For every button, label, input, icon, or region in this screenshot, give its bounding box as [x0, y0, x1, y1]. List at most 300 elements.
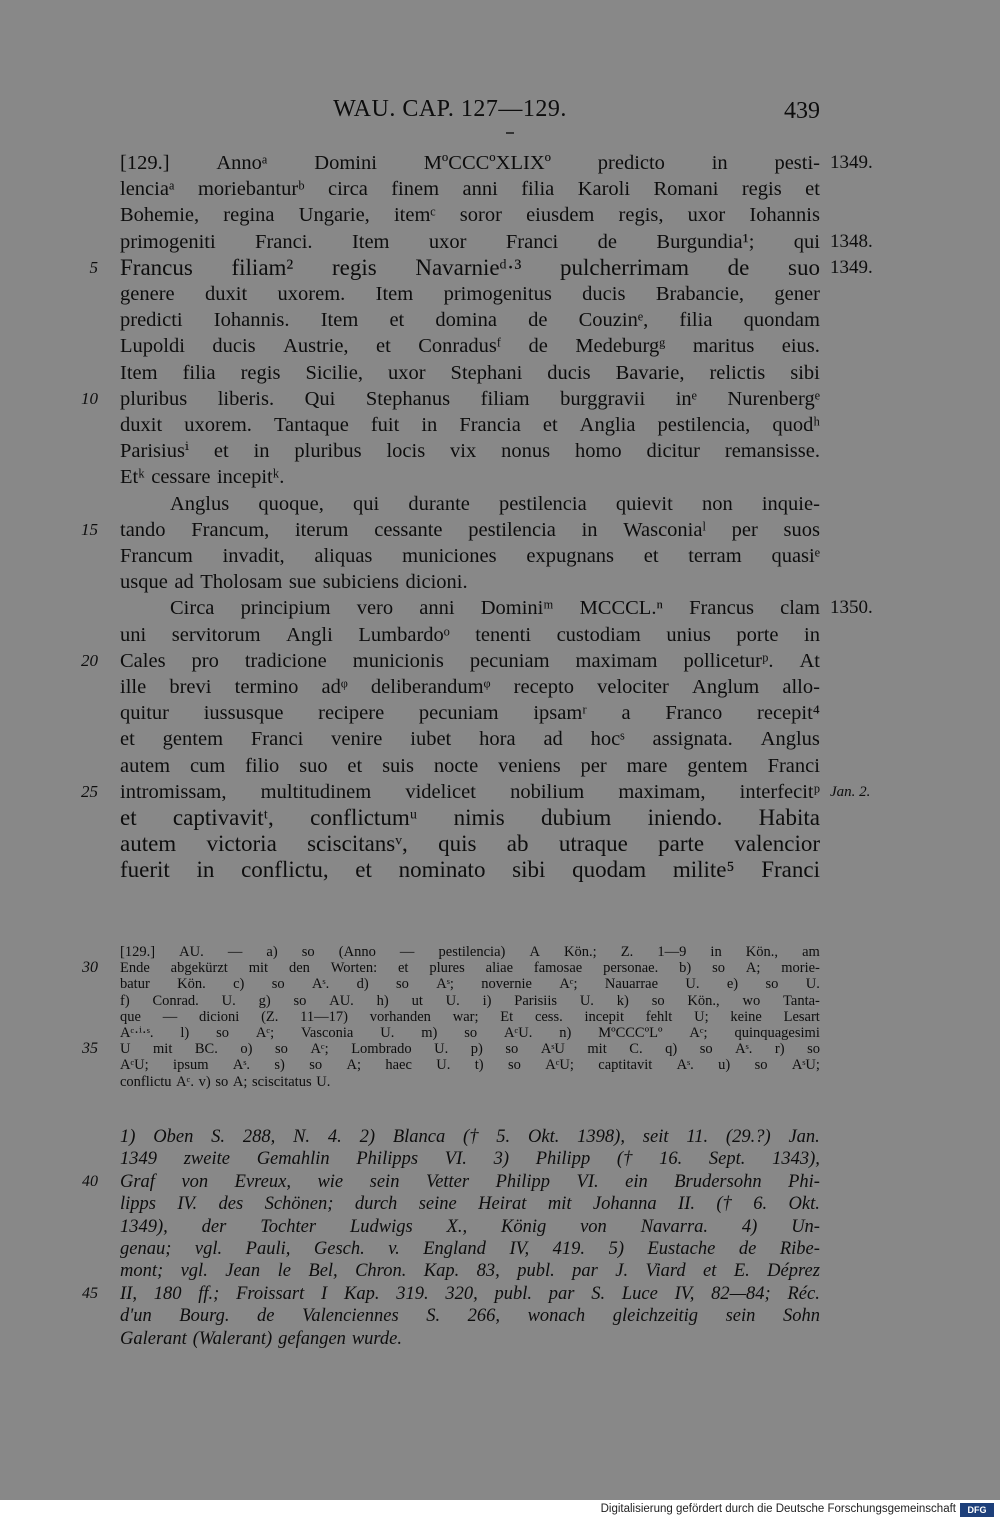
word: regis	[331, 254, 377, 280]
word: interfecitᵖ	[739, 780, 820, 803]
text-line	[120, 700, 820, 726]
word: uxorem.	[184, 414, 252, 436]
word: morie-	[781, 960, 820, 977]
word: l)	[180, 1025, 190, 1041]
word: 4)	[741, 1216, 758, 1237]
word: vgl.	[180, 1261, 208, 1282]
word: et	[347, 754, 363, 777]
footnote-line	[120, 1260, 820, 1282]
word: q)	[665, 1041, 678, 1058]
word: A	[529, 944, 540, 960]
word: mit	[248, 960, 269, 977]
word: in	[196, 857, 215, 883]
word: U.	[434, 1041, 449, 1058]
word: Dominiᵐ	[480, 597, 554, 620]
word: (†	[716, 1194, 732, 1215]
word: Stephanus	[365, 387, 451, 410]
text-line	[120, 726, 820, 752]
word: Ludwigs	[349, 1216, 413, 1237]
word: so	[712, 960, 725, 977]
word: a)	[266, 944, 278, 960]
word: Brudersohn	[674, 1171, 762, 1192]
word: par	[548, 1283, 575, 1304]
text-line	[170, 491, 820, 517]
word: deliberandumᵠ	[370, 676, 491, 698]
word: captivavitᵗ,	[172, 805, 274, 830]
word: mare	[626, 754, 668, 777]
line-number: 30	[82, 959, 98, 977]
word: Nurenbergᵉ	[727, 387, 820, 410]
word: et	[805, 178, 820, 201]
word: Cales	[120, 649, 166, 672]
word: sibi	[512, 857, 546, 883]
word: ab	[506, 831, 529, 857]
word: Annoᵃ	[216, 152, 268, 174]
word: Franci.	[255, 230, 313, 253]
word: Vetter	[425, 1171, 470, 1192]
text-line	[120, 438, 820, 464]
word: so	[216, 1025, 230, 1041]
word: Oben	[153, 1127, 194, 1147]
word: et	[643, 545, 659, 567]
word: Anglus	[760, 728, 820, 751]
word: Brabancie,	[655, 283, 745, 305]
word: ipsamʳ	[533, 702, 587, 725]
word: AU.	[179, 944, 204, 960]
word: der	[201, 1216, 227, 1237]
word: d)	[356, 976, 369, 993]
word: II,	[120, 1283, 137, 1304]
word: Domini	[314, 152, 377, 174]
word: U;	[694, 1008, 709, 1025]
word: U.	[316, 1073, 331, 1090]
word: expugnans	[526, 545, 615, 567]
word: S.	[211, 1127, 226, 1147]
word: tradicione	[244, 649, 327, 672]
word: soror	[459, 204, 502, 227]
word: remansisse.	[724, 440, 820, 463]
word: haec	[385, 1057, 412, 1074]
word: uxor	[428, 230, 467, 253]
word: U	[120, 1041, 131, 1058]
word: uxor	[387, 361, 426, 384]
word: AˢU;	[791, 1057, 820, 1074]
word: pecuniam	[469, 649, 550, 672]
word: Et	[500, 1008, 514, 1025]
word: i)	[482, 992, 492, 1009]
word: lenciaᵃ	[120, 178, 175, 201]
word: nobilium	[510, 780, 585, 803]
word: Item	[120, 361, 158, 384]
word: filia	[182, 361, 216, 384]
word: Aˢ.	[232, 1057, 251, 1074]
word: in	[711, 152, 728, 174]
word: nocte	[433, 754, 479, 777]
word: regis,	[618, 204, 664, 227]
word: g)	[258, 992, 271, 1009]
page-header	[0, 96, 1000, 126]
word: per	[580, 754, 607, 777]
word: 419.	[552, 1239, 586, 1259]
word: 320,	[445, 1283, 478, 1304]
word: Sicilie,	[305, 361, 363, 384]
word: famosae	[533, 960, 583, 977]
word: finem	[391, 178, 440, 201]
word: filiam²	[231, 254, 294, 280]
word: Circa	[170, 597, 215, 620]
word: Stephani	[450, 361, 523, 384]
word: primogenitus	[443, 283, 552, 305]
word: seine	[418, 1194, 457, 1215]
word: polliceturᵖ.	[683, 649, 774, 672]
word: uni	[120, 623, 147, 646]
text-line	[120, 307, 820, 333]
text-line	[120, 569, 820, 595]
word: adᵠ	[321, 676, 348, 698]
word: publ.	[494, 1283, 533, 1304]
word: assignata.	[652, 728, 733, 751]
word: Francia	[459, 414, 521, 436]
word: (Anno	[338, 944, 376, 960]
word: U.	[445, 992, 460, 1009]
word: filiam	[480, 387, 530, 410]
text-line	[170, 595, 820, 621]
word: iubet	[410, 728, 452, 751]
word: Iohannis	[749, 204, 820, 227]
word: sue	[288, 571, 317, 594]
word: Item	[320, 309, 359, 332]
word: Aˢ.	[676, 1057, 694, 1074]
word: incepit	[584, 1008, 624, 1025]
word: 1—9	[657, 944, 687, 960]
word: cum	[189, 754, 226, 777]
word: suo	[788, 254, 820, 280]
word: Austrie,	[283, 335, 349, 358]
word: iterum	[294, 518, 349, 541]
word: am	[802, 944, 820, 960]
word: fehlt	[645, 1008, 673, 1025]
text-line	[120, 517, 820, 543]
word: f)	[120, 992, 130, 1009]
word: A;	[745, 960, 761, 977]
footnote-line	[120, 1216, 820, 1238]
word: pulcherrimam	[560, 254, 690, 280]
word: personae.	[603, 960, 659, 977]
digitization-footer	[0, 1500, 1000, 1521]
word: mit	[587, 1041, 607, 1058]
word: sibi	[790, 361, 820, 384]
word: gentem	[687, 754, 748, 777]
line-number: 20	[81, 650, 98, 670]
word: suis	[382, 754, 414, 777]
word: captitavit	[598, 1057, 653, 1074]
word: municionis	[352, 649, 444, 672]
word: E.	[733, 1261, 750, 1282]
word: Gesch.	[313, 1239, 365, 1259]
word: wo	[742, 992, 761, 1009]
word: liberis.	[217, 387, 275, 410]
word: Conradusᶠ	[418, 335, 502, 358]
word: hora	[479, 728, 516, 751]
word: so	[765, 976, 779, 993]
word: regis	[240, 361, 281, 384]
word: so	[271, 976, 285, 993]
word: vgl.	[194, 1239, 223, 1259]
word: Aᶜ;	[310, 1041, 329, 1058]
word: so	[309, 1057, 323, 1074]
word: hocˢ	[590, 728, 625, 751]
word: IV.	[177, 1194, 198, 1215]
word: 1398),	[577, 1127, 625, 1147]
word: so	[396, 976, 409, 993]
word: ut	[411, 992, 423, 1009]
word: Bavarie,	[615, 361, 685, 384]
word: de	[257, 1306, 275, 1327]
word: Kön.	[177, 976, 206, 993]
word: autem	[120, 831, 177, 857]
word: r)	[774, 1041, 785, 1058]
word: von	[181, 1171, 209, 1192]
word: 11.	[686, 1127, 709, 1147]
word: Franco	[665, 702, 723, 725]
word: Graf	[120, 1171, 155, 1192]
word: maximam	[575, 649, 658, 672]
word: Navarra.	[640, 1216, 709, 1237]
word: h)	[376, 992, 389, 1009]
word: [129.]	[120, 944, 156, 960]
word: England	[423, 1239, 486, 1259]
text-line	[120, 229, 820, 255]
word: Parisiusⁱ	[120, 440, 190, 463]
word: et	[120, 805, 137, 830]
word: 82—84;	[711, 1283, 771, 1304]
word: (Walerant)	[192, 1328, 273, 1349]
word: duxit	[120, 414, 163, 436]
word: batur	[120, 976, 150, 993]
word: At	[799, 649, 820, 672]
word: 5.	[496, 1127, 511, 1147]
word: 11—17)	[300, 1008, 348, 1025]
word: Franci	[767, 754, 820, 777]
word: König	[500, 1216, 547, 1237]
word: Item	[351, 230, 390, 253]
word: maritus	[692, 335, 755, 358]
footnote-line	[120, 1328, 820, 1350]
word: mit	[547, 1194, 572, 1215]
word: in	[253, 440, 270, 463]
word: n)	[559, 1025, 572, 1041]
word: t)	[474, 1057, 484, 1074]
word: Kap.	[343, 1283, 380, 1304]
word: aliae	[485, 960, 514, 977]
dfg-logo: DFG	[960, 1503, 994, 1517]
word: (29.?)	[725, 1127, 771, 1147]
word: Jean	[225, 1261, 261, 1282]
word: conflictumᵘ	[310, 805, 418, 830]
word: fuit	[370, 414, 400, 436]
word: Karoli	[577, 178, 631, 201]
word: quasiᵉ	[771, 545, 820, 567]
word: Francus	[689, 597, 754, 620]
word: so	[651, 992, 665, 1009]
word: Lupoldi	[120, 335, 185, 358]
word: Franci	[505, 230, 559, 253]
word: aliquas	[314, 545, 373, 567]
word: Evreux,	[234, 1171, 291, 1192]
apparatus-line	[120, 1041, 820, 1057]
word: vero	[356, 597, 394, 620]
word: sciscitansᵛ,	[307, 831, 408, 857]
word: Francum,	[191, 518, 270, 541]
word: suo	[299, 754, 328, 777]
word: AᶜU;	[545, 1057, 574, 1074]
word: so	[301, 944, 315, 960]
word: Viard	[645, 1261, 686, 1282]
word: Tantaque	[273, 414, 349, 436]
word: moriebanturᵇ	[197, 178, 305, 201]
word: porte	[736, 623, 779, 646]
word: Anglia	[579, 414, 636, 436]
word: plures	[429, 960, 465, 977]
word: recepit⁴	[757, 702, 820, 725]
word: municiones	[402, 545, 497, 567]
margin-date: 1349.	[830, 152, 873, 173]
word: Francum	[120, 545, 193, 567]
word: 2)	[359, 1127, 375, 1147]
word: ff.;	[198, 1283, 220, 1304]
word: publ.	[517, 1261, 555, 1282]
word: ipsum	[173, 1057, 209, 1074]
word: parte	[658, 831, 705, 857]
text-line	[120, 622, 820, 648]
word: quoque,	[258, 492, 324, 515]
word: iussusque	[203, 702, 284, 725]
word: inquie-	[761, 492, 820, 515]
word: N.	[293, 1127, 311, 1147]
word: maximam,	[618, 780, 706, 803]
word: Francus	[120, 254, 193, 280]
word: Romani	[653, 178, 719, 201]
word: veniens	[498, 754, 561, 777]
word: AᶜU;	[120, 1057, 149, 1074]
word: pestilencia,	[657, 414, 751, 436]
word: (†	[463, 1127, 479, 1147]
word: Franci	[250, 728, 304, 751]
text-line	[120, 753, 820, 779]
word: velociter	[597, 676, 669, 698]
word: des	[218, 1194, 244, 1215]
word: mit	[153, 1041, 173, 1058]
word: videlicet	[405, 780, 476, 803]
word: A;	[346, 1057, 362, 1074]
word: Couzinᵉ,	[578, 309, 649, 332]
word: autem	[120, 754, 171, 777]
word: Ribe-	[779, 1239, 820, 1259]
margin-date: 1350.	[830, 597, 873, 619]
word: suos	[783, 518, 820, 541]
word: S.	[591, 1283, 606, 1304]
word: Angli	[286, 623, 333, 646]
word: utraque	[558, 831, 628, 857]
word: m)	[421, 1025, 438, 1041]
word: cess.	[534, 1008, 563, 1025]
word: U.	[805, 976, 820, 993]
word: Aᶜ;	[559, 976, 578, 993]
word: AˢU	[540, 1041, 565, 1058]
word: regina	[223, 204, 275, 227]
word: inᵉ	[675, 387, 697, 410]
word: sciscitatus	[251, 1073, 312, 1090]
word: 319.	[396, 1283, 429, 1304]
word: et	[389, 309, 405, 332]
word: termino	[234, 676, 299, 698]
word: so	[507, 1057, 521, 1074]
word: sein	[369, 1171, 400, 1192]
word: valencior	[734, 831, 820, 857]
word: filia	[521, 178, 555, 201]
word: relictis	[709, 361, 766, 384]
word: regis	[741, 178, 782, 201]
word: VI.	[444, 1149, 467, 1170]
word: filia	[679, 309, 713, 332]
word: in	[710, 944, 722, 960]
word: den	[288, 960, 310, 977]
word: lipps	[120, 1194, 156, 1215]
word: J.	[615, 1261, 629, 1282]
word: mont;	[120, 1261, 164, 1282]
word: keine	[730, 1008, 762, 1025]
word: gentem	[162, 728, 224, 751]
word: Tholosam	[200, 571, 283, 594]
word: qui	[353, 492, 380, 515]
word: et	[703, 1261, 717, 1282]
text-line	[120, 360, 820, 386]
word: gener	[774, 283, 820, 305]
word: wonach	[527, 1306, 586, 1327]
word: Kön.,	[745, 944, 779, 960]
line-number: 25	[81, 781, 98, 801]
word: milite⁵	[672, 857, 735, 883]
word: predicti	[120, 309, 183, 332]
word: Chron.	[355, 1261, 407, 1282]
word: Lumbardoᵒ	[358, 623, 450, 646]
word: pro	[191, 649, 219, 672]
word: Conrad.	[152, 992, 199, 1009]
word: subiciens	[322, 571, 399, 594]
word: dicitur	[646, 440, 701, 463]
word: ducis	[212, 335, 256, 358]
word: Aᶜ;	[689, 1025, 708, 1041]
text-line	[120, 831, 820, 857]
word: domina	[435, 309, 497, 332]
word: 1)	[120, 1127, 136, 1147]
word: durch	[354, 1194, 398, 1215]
word: (Z.	[261, 1008, 279, 1025]
word: U.	[579, 992, 594, 1009]
word: U.	[221, 992, 236, 1009]
word: wie	[317, 1171, 344, 1192]
word: I	[321, 1283, 328, 1304]
word: BC.	[194, 1041, 218, 1058]
word: quodam	[572, 857, 647, 883]
word: novernie	[481, 976, 532, 993]
word: circa	[327, 178, 368, 201]
word: Valenciennes	[302, 1306, 399, 1327]
word: Franci	[761, 857, 820, 883]
apparatus-line	[120, 944, 820, 960]
word: 3)	[493, 1149, 509, 1170]
word: 1349),	[120, 1216, 168, 1237]
